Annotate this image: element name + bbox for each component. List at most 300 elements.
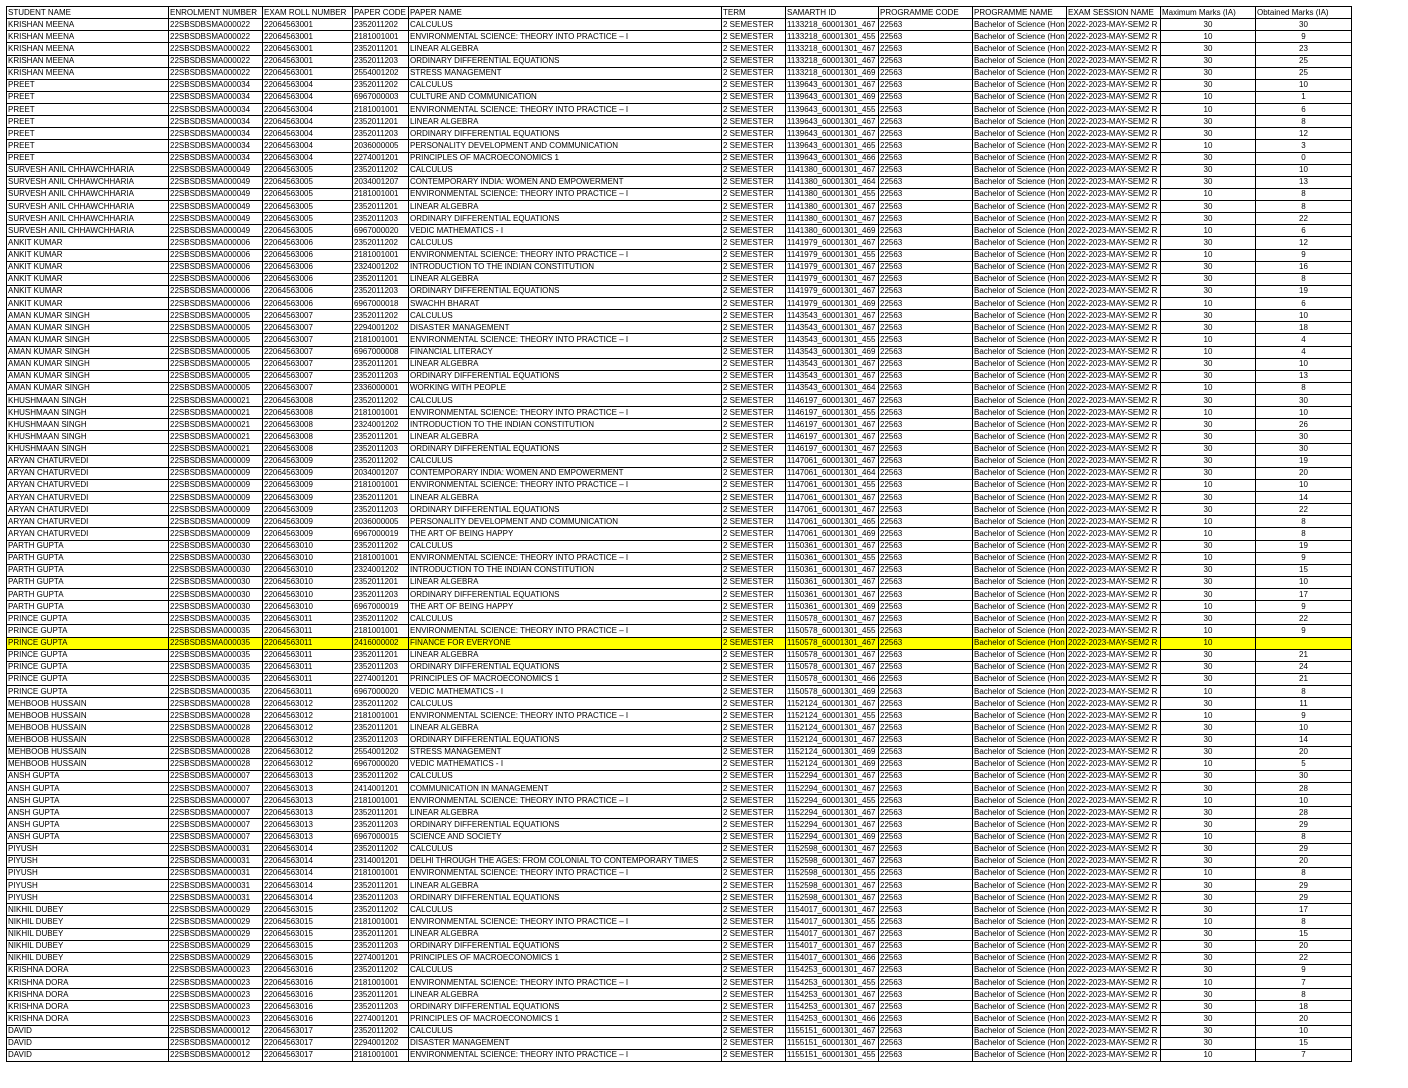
student-name-cell[interactable]: PRINCE GUPTA xyxy=(7,625,169,637)
term-cell[interactable]: 2 SEMESTER xyxy=(722,273,786,285)
obtained-marks-cell[interactable]: 11 xyxy=(1256,698,1352,710)
student-name-cell[interactable]: PIYUSH xyxy=(7,867,169,879)
paper-code-cell[interactable]: 2352011201 xyxy=(353,116,409,128)
exam-roll-number-cell[interactable]: 22064563001 xyxy=(263,31,353,43)
enrolment-number-cell[interactable]: 22SBSDBSMA000049 xyxy=(169,188,263,200)
exam-roll-number-cell[interactable]: 22064563012 xyxy=(263,722,353,734)
student-name-cell[interactable]: AMAN KUMAR SINGH xyxy=(7,310,169,322)
paper-name-cell[interactable]: CALCULUS xyxy=(409,613,722,625)
obtained-marks-cell[interactable]: 22 xyxy=(1256,213,1352,225)
programme-code-cell[interactable]: 22563 xyxy=(879,540,973,552)
exam-roll-number-cell[interactable]: 22064563016 xyxy=(263,1013,353,1025)
enrolment-number-cell[interactable]: 22SBSDBSMA000035 xyxy=(169,661,263,673)
student-name-cell[interactable]: PREET xyxy=(7,140,169,152)
exam-session-cell[interactable]: 2022-2023-MAY-SEM2 R xyxy=(1067,358,1161,370)
maximum-marks-cell[interactable]: 30 xyxy=(1161,880,1256,892)
exam-session-cell[interactable]: 2022-2023-MAY-SEM2 R xyxy=(1067,746,1161,758)
obtained-marks-cell[interactable]: 14 xyxy=(1256,492,1352,504)
paper-name-cell[interactable]: ENVIRONMENTAL SCIENCE: THEORY INTO PRACTICE – I xyxy=(409,104,722,116)
enrolment-number-cell[interactable]: 22SBSDBSMA000022 xyxy=(169,67,263,79)
programme-name-cell[interactable]: Bachelor of Science (Hon xyxy=(973,576,1067,588)
enrolment-number-cell[interactable]: 22SBSDBSMA000049 xyxy=(169,164,263,176)
samarth-id-cell[interactable]: 1155151_60001301_467 xyxy=(786,1025,879,1037)
enrolment-number-cell[interactable]: 22SBSDBSMA000034 xyxy=(169,116,263,128)
maximum-marks-cell[interactable]: 10 xyxy=(1161,479,1256,491)
maximum-marks-cell[interactable]: 30 xyxy=(1161,952,1256,964)
exam-roll-number-cell[interactable]: 22064563004 xyxy=(263,104,353,116)
enrolment-number-cell[interactable]: 22SBSDBSMA000035 xyxy=(169,625,263,637)
paper-name-cell[interactable]: CALCULUS xyxy=(409,310,722,322)
term-cell[interactable]: 2 SEMESTER xyxy=(722,819,786,831)
programme-code-cell[interactable]: 22563 xyxy=(879,346,973,358)
obtained-marks-cell[interactable]: 9 xyxy=(1256,710,1352,722)
programme-code-cell[interactable]: 22563 xyxy=(879,55,973,67)
exam-roll-number-cell[interactable]: 22064563016 xyxy=(263,964,353,976)
paper-name-cell[interactable]: ORDINARY DIFFERENTIAL EQUATIONS xyxy=(409,892,722,904)
term-cell[interactable]: 2 SEMESTER xyxy=(722,916,786,928)
enrolment-number-cell[interactable]: 22SBSDBSMA000022 xyxy=(169,43,263,55)
maximum-marks-cell[interactable]: 10 xyxy=(1161,637,1256,649)
student-name-cell[interactable]: AMAN KUMAR SINGH xyxy=(7,382,169,394)
programme-name-cell[interactable]: Bachelor of Science (Hon xyxy=(973,237,1067,249)
exam-session-cell[interactable]: 2022-2023-MAY-SEM2 R xyxy=(1067,334,1161,346)
samarth-id-cell[interactable]: 1147061_60001301_469 xyxy=(786,528,879,540)
programme-name-cell[interactable]: Bachelor of Science (Hon xyxy=(973,795,1067,807)
term-cell[interactable]: 2 SEMESTER xyxy=(722,419,786,431)
samarth-id-cell[interactable]: 1141380_60001301_469 xyxy=(786,225,879,237)
obtained-marks-cell[interactable]: 8 xyxy=(1256,273,1352,285)
paper-code-cell[interactable]: 2352011202 xyxy=(353,79,409,91)
enrolment-number-cell[interactable]: 22SBSDBSMA000007 xyxy=(169,770,263,782)
student-name-cell[interactable]: AMAN KUMAR SINGH xyxy=(7,346,169,358)
exam-session-cell[interactable]: 2022-2023-MAY-SEM2 R xyxy=(1067,492,1161,504)
paper-code-cell[interactable]: 2181001001 xyxy=(353,407,409,419)
exam-session-cell[interactable]: 2022-2023-MAY-SEM2 R xyxy=(1067,225,1161,237)
exam-session-cell[interactable]: 2022-2023-MAY-SEM2 R xyxy=(1067,431,1161,443)
maximum-marks-cell[interactable]: 30 xyxy=(1161,285,1256,297)
student-name-cell[interactable]: SURVESH ANIL CHHAWCHHARIA xyxy=(7,188,169,200)
programme-name-cell[interactable]: Bachelor of Science (Hon xyxy=(973,467,1067,479)
paper-name-cell[interactable]: WORKING WITH PEOPLE xyxy=(409,382,722,394)
student-name-cell[interactable]: KRISHAN MEENA xyxy=(7,19,169,31)
maximum-marks-cell[interactable]: 30 xyxy=(1161,576,1256,588)
exam-session-cell[interactable]: 2022-2023-MAY-SEM2 R xyxy=(1067,964,1161,976)
programme-code-cell[interactable]: 22563 xyxy=(879,734,973,746)
paper-code-cell[interactable]: 2181001001 xyxy=(353,977,409,989)
programme-code-cell[interactable]: 22563 xyxy=(879,479,973,491)
enrolment-number-cell[interactable]: 22SBSDBSMA000012 xyxy=(169,1037,263,1049)
programme-code-cell[interactable]: 22563 xyxy=(879,419,973,431)
obtained-marks-cell[interactable]: 29 xyxy=(1256,843,1352,855)
enrolment-number-cell[interactable]: 22SBSDBSMA000031 xyxy=(169,843,263,855)
maximum-marks-cell[interactable]: 10 xyxy=(1161,91,1256,103)
paper-code-cell[interactable]: 2324001202 xyxy=(353,564,409,576)
maximum-marks-cell[interactable]: 30 xyxy=(1161,395,1256,407)
enrolment-number-cell[interactable]: 22SBSDBSMA000031 xyxy=(169,867,263,879)
maximum-marks-cell[interactable]: 30 xyxy=(1161,964,1256,976)
samarth-id-cell[interactable]: 1150578_60001301_467 xyxy=(786,613,879,625)
term-cell[interactable]: 2 SEMESTER xyxy=(722,443,786,455)
samarth-id-cell[interactable]: 1152124_60001301_467 xyxy=(786,734,879,746)
paper-code-cell[interactable]: 2352011202 xyxy=(353,540,409,552)
student-name-cell[interactable]: PRINCE GUPTA xyxy=(7,661,169,673)
obtained-marks-cell[interactable]: 15 xyxy=(1256,564,1352,576)
exam-roll-number-cell[interactable]: 22064563015 xyxy=(263,904,353,916)
obtained-marks-cell[interactable]: 6 xyxy=(1256,298,1352,310)
paper-name-cell[interactable]: THE ART OF BEING HAPPY xyxy=(409,601,722,613)
enrolment-number-cell[interactable]: 22SBSDBSMA000028 xyxy=(169,758,263,770)
enrolment-number-cell[interactable]: 22SBSDBSMA000029 xyxy=(169,952,263,964)
enrolment-number-cell[interactable]: 22SBSDBSMA000012 xyxy=(169,1049,263,1061)
programme-name-cell[interactable]: Bachelor of Science (Hon xyxy=(973,419,1067,431)
obtained-marks-cell[interactable]: 7 xyxy=(1256,977,1352,989)
samarth-id-cell[interactable]: 1152124_60001301_467 xyxy=(786,722,879,734)
programme-name-cell[interactable]: Bachelor of Science (Hon xyxy=(973,952,1067,964)
programme-code-cell[interactable]: 22563 xyxy=(879,164,973,176)
column-header[interactable]: SAMARTH ID xyxy=(786,7,879,19)
maximum-marks-cell[interactable]: 30 xyxy=(1161,613,1256,625)
samarth-id-cell[interactable]: 1154017_60001301_455 xyxy=(786,916,879,928)
programme-code-cell[interactable]: 22563 xyxy=(879,285,973,297)
exam-roll-number-cell[interactable]: 22064563014 xyxy=(263,892,353,904)
programme-code-cell[interactable]: 22563 xyxy=(879,746,973,758)
programme-name-cell[interactable]: Bachelor of Science (Hon xyxy=(973,261,1067,273)
samarth-id-cell[interactable]: 1139643_60001301_467 xyxy=(786,128,879,140)
term-cell[interactable]: 2 SEMESTER xyxy=(722,152,786,164)
obtained-marks-cell[interactable]: 30 xyxy=(1256,443,1352,455)
exam-roll-number-cell[interactable]: 22064563010 xyxy=(263,540,353,552)
programme-name-cell[interactable]: Bachelor of Science (Hon xyxy=(973,1049,1067,1061)
term-cell[interactable]: 2 SEMESTER xyxy=(722,79,786,91)
paper-code-cell[interactable]: 2352011201 xyxy=(353,431,409,443)
student-name-cell[interactable]: PIYUSH xyxy=(7,892,169,904)
term-cell[interactable]: 2 SEMESTER xyxy=(722,880,786,892)
exam-roll-number-cell[interactable]: 22064563007 xyxy=(263,322,353,334)
exam-roll-number-cell[interactable]: 22064563009 xyxy=(263,516,353,528)
column-header[interactable]: PROGRAMME CODE xyxy=(879,7,973,19)
obtained-marks-cell[interactable]: 13 xyxy=(1256,176,1352,188)
paper-name-cell[interactable]: LINEAR ALGEBRA xyxy=(409,576,722,588)
exam-roll-number-cell[interactable]: 22064563008 xyxy=(263,431,353,443)
exam-session-cell[interactable]: 2022-2023-MAY-SEM2 R xyxy=(1067,249,1161,261)
maximum-marks-cell[interactable]: 10 xyxy=(1161,516,1256,528)
student-name-cell[interactable]: ANSH GUPTA xyxy=(7,831,169,843)
paper-code-cell[interactable]: 2352011202 xyxy=(353,904,409,916)
programme-name-cell[interactable]: Bachelor of Science (Hon xyxy=(973,188,1067,200)
exam-session-cell[interactable]: 2022-2023-MAY-SEM2 R xyxy=(1067,79,1161,91)
obtained-marks-cell[interactable]: 18 xyxy=(1256,322,1352,334)
maximum-marks-cell[interactable]: 30 xyxy=(1161,43,1256,55)
paper-code-cell[interactable]: 2352011203 xyxy=(353,892,409,904)
obtained-marks-cell[interactable]: 8 xyxy=(1256,916,1352,928)
samarth-id-cell[interactable]: 1152294_60001301_467 xyxy=(786,770,879,782)
term-cell[interactable]: 2 SEMESTER xyxy=(722,67,786,79)
term-cell[interactable]: 2 SEMESTER xyxy=(722,140,786,152)
maximum-marks-cell[interactable]: 10 xyxy=(1161,249,1256,261)
exam-session-cell[interactable]: 2022-2023-MAY-SEM2 R xyxy=(1067,673,1161,685)
paper-name-cell[interactable]: ORDINARY DIFFERENTIAL EQUATIONS xyxy=(409,213,722,225)
obtained-marks-cell[interactable]: 26 xyxy=(1256,419,1352,431)
exam-roll-number-cell[interactable]: 22064563007 xyxy=(263,334,353,346)
maximum-marks-cell[interactable]: 10 xyxy=(1161,625,1256,637)
exam-roll-number-cell[interactable]: 22064563013 xyxy=(263,770,353,782)
enrolment-number-cell[interactable]: 22SBSDBSMA000035 xyxy=(169,673,263,685)
paper-name-cell[interactable]: ORDINARY DIFFERENTIAL EQUATIONS xyxy=(409,370,722,382)
maximum-marks-cell[interactable]: 30 xyxy=(1161,989,1256,1001)
paper-code-cell[interactable]: 2352011203 xyxy=(353,213,409,225)
exam-roll-number-cell[interactable]: 22064563004 xyxy=(263,128,353,140)
programme-name-cell[interactable]: Bachelor of Science (Hon xyxy=(973,152,1067,164)
term-cell[interactable]: 2 SEMESTER xyxy=(722,467,786,479)
student-name-cell[interactable]: NIKHIL DUBEY xyxy=(7,916,169,928)
programme-name-cell[interactable]: Bachelor of Science (Hon xyxy=(973,977,1067,989)
paper-name-cell[interactable]: ORDINARY DIFFERENTIAL EQUATIONS xyxy=(409,819,722,831)
exam-session-cell[interactable]: 2022-2023-MAY-SEM2 R xyxy=(1067,892,1161,904)
term-cell[interactable]: 2 SEMESTER xyxy=(722,601,786,613)
paper-name-cell[interactable]: ENVIRONMENTAL SCIENCE: THEORY INTO PRACTICE – I xyxy=(409,625,722,637)
student-name-cell[interactable]: SURVESH ANIL CHHAWCHHARIA xyxy=(7,201,169,213)
paper-code-cell[interactable]: 2181001001 xyxy=(353,188,409,200)
obtained-marks-cell[interactable]: 22 xyxy=(1256,504,1352,516)
obtained-marks-cell[interactable]: 3 xyxy=(1256,140,1352,152)
student-name-cell[interactable]: KRISHNA DORA xyxy=(7,1013,169,1025)
programme-name-cell[interactable]: Bachelor of Science (Hon xyxy=(973,880,1067,892)
samarth-id-cell[interactable]: 1147061_60001301_465 xyxy=(786,516,879,528)
obtained-marks-cell[interactable]: 14 xyxy=(1256,734,1352,746)
samarth-id-cell[interactable]: 1150578_60001301_467 xyxy=(786,649,879,661)
programme-code-cell[interactable]: 22563 xyxy=(879,67,973,79)
paper-name-cell[interactable]: LINEAR ALGEBRA xyxy=(409,649,722,661)
paper-code-cell[interactable]: 2352011201 xyxy=(353,928,409,940)
exam-session-cell[interactable]: 2022-2023-MAY-SEM2 R xyxy=(1067,55,1161,67)
term-cell[interactable]: 2 SEMESTER xyxy=(722,516,786,528)
term-cell[interactable]: 2 SEMESTER xyxy=(722,91,786,103)
exam-roll-number-cell[interactable]: 22064563012 xyxy=(263,734,353,746)
paper-code-cell[interactable]: 2324001202 xyxy=(353,261,409,273)
student-name-cell[interactable]: PIYUSH xyxy=(7,843,169,855)
enrolment-number-cell[interactable]: 22SBSDBSMA000023 xyxy=(169,977,263,989)
term-cell[interactable]: 2 SEMESTER xyxy=(722,492,786,504)
programme-code-cell[interactable]: 22563 xyxy=(879,443,973,455)
obtained-marks-cell[interactable]: 10 xyxy=(1256,79,1352,91)
enrolment-number-cell[interactable]: 22SBSDBSMA000006 xyxy=(169,249,263,261)
samarth-id-cell[interactable]: 1152598_60001301_467 xyxy=(786,880,879,892)
term-cell[interactable]: 2 SEMESTER xyxy=(722,964,786,976)
term-cell[interactable]: 2 SEMESTER xyxy=(722,31,786,43)
column-header[interactable]: PAPER NAME xyxy=(409,7,722,19)
paper-code-cell[interactable]: 2352011203 xyxy=(353,589,409,601)
samarth-id-cell[interactable]: 1143543_60001301_467 xyxy=(786,322,879,334)
enrolment-number-cell[interactable]: 22SBSDBSMA000023 xyxy=(169,989,263,1001)
paper-name-cell[interactable]: SCIENCE AND SOCIETY xyxy=(409,831,722,843)
student-name-cell[interactable]: MEHBOOB HUSSAIN xyxy=(7,710,169,722)
obtained-marks-cell[interactable]: 15 xyxy=(1256,928,1352,940)
programme-code-cell[interactable]: 22563 xyxy=(879,710,973,722)
exam-roll-number-cell[interactable]: 22064563013 xyxy=(263,831,353,843)
programme-name-cell[interactable]: Bachelor of Science (Hon xyxy=(973,431,1067,443)
student-name-cell[interactable]: ARYAN CHATURVEDI xyxy=(7,528,169,540)
exam-session-cell[interactable]: 2022-2023-MAY-SEM2 R xyxy=(1067,1049,1161,1061)
term-cell[interactable]: 2 SEMESTER xyxy=(722,201,786,213)
obtained-marks-cell[interactable]: 7 xyxy=(1256,1049,1352,1061)
column-header[interactable]: STUDENT NAME xyxy=(7,7,169,19)
obtained-marks-cell[interactable]: 30 xyxy=(1256,19,1352,31)
exam-session-cell[interactable]: 2022-2023-MAY-SEM2 R xyxy=(1067,722,1161,734)
exam-roll-number-cell[interactable]: 22064563005 xyxy=(263,225,353,237)
enrolment-number-cell[interactable]: 22SBSDBSMA000006 xyxy=(169,261,263,273)
student-name-cell[interactable]: KRISHAN MEENA xyxy=(7,55,169,67)
exam-session-cell[interactable]: 2022-2023-MAY-SEM2 R xyxy=(1067,455,1161,467)
exam-session-cell[interactable]: 2022-2023-MAY-SEM2 R xyxy=(1067,467,1161,479)
paper-name-cell[interactable]: LINEAR ALGEBRA xyxy=(409,201,722,213)
programme-code-cell[interactable]: 22563 xyxy=(879,977,973,989)
maximum-marks-cell[interactable]: 30 xyxy=(1161,1025,1256,1037)
student-name-cell[interactable]: ANKIT KUMAR xyxy=(7,237,169,249)
paper-code-cell[interactable]: 2181001001 xyxy=(353,916,409,928)
programme-code-cell[interactable]: 22563 xyxy=(879,940,973,952)
programme-name-cell[interactable]: Bachelor of Science (Hon xyxy=(973,867,1067,879)
paper-name-cell[interactable]: ENVIRONMENTAL SCIENCE: THEORY INTO PRACTICE – I xyxy=(409,977,722,989)
exam-roll-number-cell[interactable]: 22064563011 xyxy=(263,686,353,698)
enrolment-number-cell[interactable]: 22SBSDBSMA000007 xyxy=(169,783,263,795)
enrolment-number-cell[interactable]: 22SBSDBSMA000007 xyxy=(169,807,263,819)
programme-code-cell[interactable]: 22563 xyxy=(879,188,973,200)
programme-code-cell[interactable]: 22563 xyxy=(879,43,973,55)
student-name-cell[interactable]: PREET xyxy=(7,116,169,128)
programme-code-cell[interactable]: 22563 xyxy=(879,686,973,698)
student-name-cell[interactable]: PRINCE GUPTA xyxy=(7,637,169,649)
term-cell[interactable]: 2 SEMESTER xyxy=(722,940,786,952)
programme-code-cell[interactable]: 22563 xyxy=(879,431,973,443)
exam-roll-number-cell[interactable]: 22064563009 xyxy=(263,528,353,540)
programme-name-cell[interactable]: Bachelor of Science (Hon xyxy=(973,443,1067,455)
exam-session-cell[interactable]: 2022-2023-MAY-SEM2 R xyxy=(1067,116,1161,128)
student-name-cell[interactable]: PREET xyxy=(7,79,169,91)
programme-name-cell[interactable]: Bachelor of Science (Hon xyxy=(973,637,1067,649)
column-header[interactable]: PROGRAMME NAME xyxy=(973,7,1067,19)
programme-name-cell[interactable]: Bachelor of Science (Hon xyxy=(973,140,1067,152)
paper-code-cell[interactable]: 2181001001 xyxy=(353,31,409,43)
paper-code-cell[interactable]: 2352011202 xyxy=(353,613,409,625)
paper-name-cell[interactable]: CALCULUS xyxy=(409,237,722,249)
programme-code-cell[interactable]: 22563 xyxy=(879,564,973,576)
enrolment-number-cell[interactable]: 22SBSDBSMA000034 xyxy=(169,79,263,91)
programme-name-cell[interactable]: Bachelor of Science (Hon xyxy=(973,722,1067,734)
samarth-id-cell[interactable]: 1152294_60001301_467 xyxy=(786,783,879,795)
enrolment-number-cell[interactable]: 22SBSDBSMA000029 xyxy=(169,928,263,940)
exam-roll-number-cell[interactable]: 22064563006 xyxy=(263,285,353,297)
maximum-marks-cell[interactable]: 30 xyxy=(1161,322,1256,334)
enrolment-number-cell[interactable]: 22SBSDBSMA000005 xyxy=(169,358,263,370)
samarth-id-cell[interactable]: 1147061_60001301_464 xyxy=(786,467,879,479)
term-cell[interactable]: 2 SEMESTER xyxy=(722,382,786,394)
paper-name-cell[interactable]: FINANCE FOR EVERYONE xyxy=(409,637,722,649)
student-name-cell[interactable]: MEHBOOB HUSSAIN xyxy=(7,758,169,770)
paper-name-cell[interactable]: STRESS MANAGEMENT xyxy=(409,67,722,79)
exam-session-cell[interactable]: 2022-2023-MAY-SEM2 R xyxy=(1067,698,1161,710)
maximum-marks-cell[interactable]: 30 xyxy=(1161,201,1256,213)
programme-code-cell[interactable]: 22563 xyxy=(879,298,973,310)
paper-name-cell[interactable]: SWACHH BHARAT xyxy=(409,298,722,310)
programme-name-cell[interactable]: Bachelor of Science (Hon xyxy=(973,1037,1067,1049)
obtained-marks-cell[interactable] xyxy=(1256,637,1352,649)
programme-code-cell[interactable]: 22563 xyxy=(879,31,973,43)
paper-name-cell[interactable]: CALCULUS xyxy=(409,698,722,710)
programme-code-cell[interactable]: 22563 xyxy=(879,407,973,419)
obtained-marks-cell[interactable]: 28 xyxy=(1256,783,1352,795)
student-name-cell[interactable]: ARYAN CHATURVEDI xyxy=(7,467,169,479)
term-cell[interactable]: 2 SEMESTER xyxy=(722,298,786,310)
paper-name-cell[interactable]: ORDINARY DIFFERENTIAL EQUATIONS xyxy=(409,55,722,67)
exam-roll-number-cell[interactable]: 22064563007 xyxy=(263,358,353,370)
enrolment-number-cell[interactable]: 22SBSDBSMA000009 xyxy=(169,492,263,504)
exam-roll-number-cell[interactable]: 22064563013 xyxy=(263,807,353,819)
paper-code-cell[interactable]: 2352011201 xyxy=(353,576,409,588)
obtained-marks-cell[interactable]: 17 xyxy=(1256,589,1352,601)
maximum-marks-cell[interactable]: 30 xyxy=(1161,892,1256,904)
paper-code-cell[interactable]: 6967000015 xyxy=(353,831,409,843)
programme-name-cell[interactable]: Bachelor of Science (Hon xyxy=(973,285,1067,297)
exam-session-cell[interactable]: 2022-2023-MAY-SEM2 R xyxy=(1067,977,1161,989)
programme-name-cell[interactable]: Bachelor of Science (Hon xyxy=(973,710,1067,722)
programme-name-cell[interactable]: Bachelor of Science (Hon xyxy=(973,843,1067,855)
column-header[interactable]: TERM xyxy=(722,7,786,19)
samarth-id-cell[interactable]: 1154253_60001301_467 xyxy=(786,964,879,976)
term-cell[interactable]: 2 SEMESTER xyxy=(722,249,786,261)
programme-code-cell[interactable]: 22563 xyxy=(879,213,973,225)
paper-code-cell[interactable]: 2352011202 xyxy=(353,395,409,407)
enrolment-number-cell[interactable]: 22SBSDBSMA000009 xyxy=(169,467,263,479)
student-name-cell[interactable]: ANSH GUPTA xyxy=(7,795,169,807)
paper-name-cell[interactable]: LINEAR ALGEBRA xyxy=(409,722,722,734)
paper-code-cell[interactable]: 2352011203 xyxy=(353,128,409,140)
term-cell[interactable]: 2 SEMESTER xyxy=(722,19,786,31)
paper-code-cell[interactable]: 2352011201 xyxy=(353,358,409,370)
exam-roll-number-cell[interactable]: 22064563010 xyxy=(263,576,353,588)
student-name-cell[interactable]: ANSH GUPTA xyxy=(7,783,169,795)
enrolment-number-cell[interactable]: 22SBSDBSMA000034 xyxy=(169,128,263,140)
paper-code-cell[interactable]: 2352011202 xyxy=(353,164,409,176)
student-name-cell[interactable]: KHUSHMAAN SINGH xyxy=(7,431,169,443)
paper-name-cell[interactable]: INTRODUCTION TO THE INDIAN CONSTITUTION xyxy=(409,261,722,273)
paper-name-cell[interactable]: INTRODUCTION TO THE INDIAN CONSTITUTION xyxy=(409,564,722,576)
term-cell[interactable]: 2 SEMESTER xyxy=(722,346,786,358)
term-cell[interactable]: 2 SEMESTER xyxy=(722,225,786,237)
programme-code-cell[interactable]: 22563 xyxy=(879,576,973,588)
samarth-id-cell[interactable]: 1154253_60001301_467 xyxy=(786,1001,879,1013)
maximum-marks-cell[interactable]: 10 xyxy=(1161,916,1256,928)
exam-roll-number-cell[interactable]: 22064563012 xyxy=(263,758,353,770)
obtained-marks-cell[interactable]: 22 xyxy=(1256,952,1352,964)
paper-code-cell[interactable]: 2181001001 xyxy=(353,334,409,346)
programme-name-cell[interactable]: Bachelor of Science (Hon xyxy=(973,310,1067,322)
enrolment-number-cell[interactable]: 22SBSDBSMA000035 xyxy=(169,613,263,625)
student-name-cell[interactable]: PIYUSH xyxy=(7,855,169,867)
programme-name-cell[interactable]: Bachelor of Science (Hon xyxy=(973,855,1067,867)
samarth-id-cell[interactable]: 1150361_60001301_467 xyxy=(786,589,879,601)
student-name-cell[interactable]: NIKHIL DUBEY xyxy=(7,940,169,952)
samarth-id-cell[interactable]: 1150578_60001301_467 xyxy=(786,637,879,649)
maximum-marks-cell[interactable]: 30 xyxy=(1161,273,1256,285)
exam-roll-number-cell[interactable]: 22064563001 xyxy=(263,19,353,31)
exam-roll-number-cell[interactable]: 22064563008 xyxy=(263,407,353,419)
paper-code-cell[interactable]: 2034001207 xyxy=(353,467,409,479)
programme-code-cell[interactable]: 22563 xyxy=(879,152,973,164)
exam-session-cell[interactable]: 2022-2023-MAY-SEM2 R xyxy=(1067,710,1161,722)
term-cell[interactable]: 2 SEMESTER xyxy=(722,722,786,734)
samarth-id-cell[interactable]: 1141380_60001301_455 xyxy=(786,188,879,200)
exam-session-cell[interactable]: 2022-2023-MAY-SEM2 R xyxy=(1067,637,1161,649)
